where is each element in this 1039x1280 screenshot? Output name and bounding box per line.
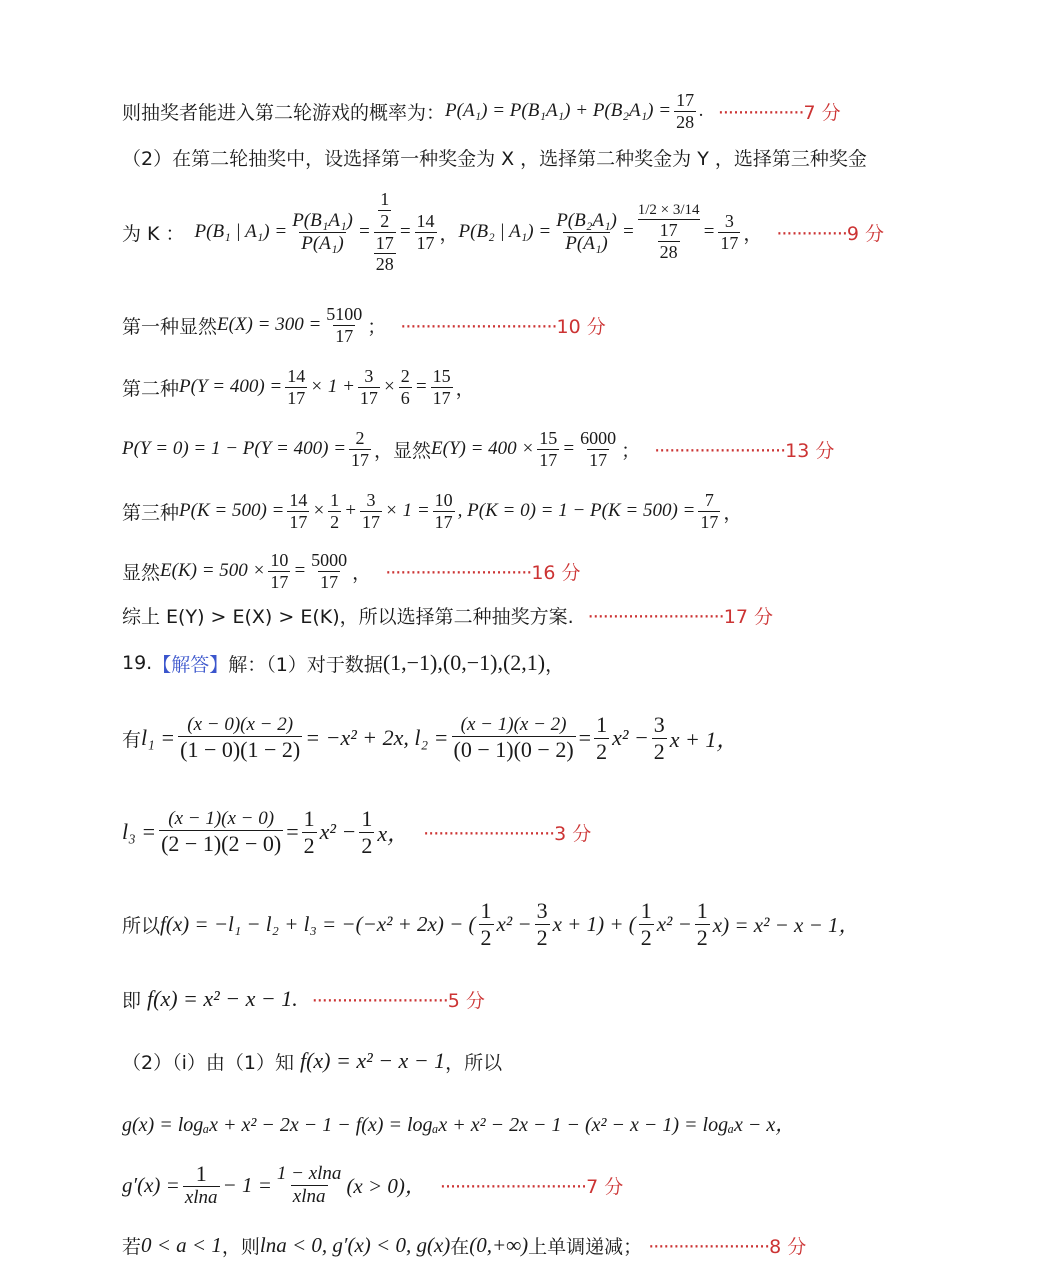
probability-line [122, 88, 1019, 134]
gx-line: g(x) = logₐx + x² − 2x − 1 − f(x) = logₐx + x² − 2x − 1 − (x² − x − 1) = logₐx − x， [122, 1113, 796, 1136]
fraction: $\frac{17}{28}$ [676, 89, 695, 132]
score-mark: ·················7 分 [717, 101, 841, 124]
fx-result-line: 即 f(x) = x² − x − 1. ···························5 分 [122, 986, 485, 1012]
text: 第一种显然 [122, 315, 218, 338]
lagrange-l1-l2-line: 有 l₁ = $\frac{(x - 0)(x - 2)}{(1 - 0)(1 - 2)}$ = −x² + 2x, l₂ = $\frac{(x - 1)(x - 2)}{(0 - 1)(0 - 2)}$ = $\frac{1}{2}$ x² − $\frac{3}{2}$ x + 1， [122, 712, 739, 764]
part2-intro-line [122, 142, 1019, 172]
score-mark: ··························3 分 [423, 822, 592, 845]
text: 第二种 [122, 377, 180, 400]
formula: P(B₂ | A₁) = [458, 221, 552, 242]
fx-derivation-line: 所以 f(x) = −l₁ − l₂ + l₃ = −(−x² + 2x) − ( $\frac{1}{2}$ x² − $\frac{3}{2}$ x + 1) + ( $\frac{1}{2}$ x² − $\frac{1}{2}$ x) = x² − x − 1， [122, 898, 860, 950]
fraction: $\frac{3}{17}$ [720, 210, 739, 253]
text: （2）在第二轮抽奖中，设选择第一种奖金为 X ，选择第二种奖金为 Y ，选择第三种奖金 [122, 147, 867, 170]
score-mark: ··············9 分 [776, 222, 885, 245]
score-mark: ·····························7 分 [439, 1175, 624, 1198]
prob-k-line: 第三种 P(K = 500) = $\frac{14}{17}$ × $\frac{1}{2}$ + $\frac{3}{17}$ × 1 = $\frac{10}{17}$ , P(K = 0) = 1 − P(K = 500) = $\frac{7}{17}$ ， [122, 489, 743, 532]
score-mark: ···························17 分 [587, 605, 773, 628]
part2-i-line: （2）（i）由（1）知 f(x) = x² − x − 1 ，所以 [122, 1048, 503, 1074]
score-mark: ························8 分 [648, 1235, 807, 1258]
fraction: $\frac{\text{P(B₁A₁)}}{\text{P(A₁)}}$ [292, 209, 353, 254]
formula: P(Y = 400) = [179, 376, 283, 397]
answer-tag: 【解答】 [152, 653, 229, 676]
nested-fraction: $\frac{1}{2}$ $\frac{17}{28}$ [375, 189, 394, 275]
conclusion-line: 综上 E(Y) > E(X) > E(K)，所以选择第二种抽奖方案. ···························17 分 [122, 600, 1019, 630]
expectation-x-line: 第一种显然 E(X) = 300 = $\frac{5100}{17}$ ； ·······························10 分 [122, 303, 606, 346]
formula: E(X) = 300 = [217, 314, 322, 335]
prob-y-line: 第二种 P(Y = 400) = $\frac{14}{17}$ × 1 + $\frac{3}{17}$ × $\frac{2}{6}$ = $\frac{15}{17}$ ， [122, 365, 475, 408]
conditional-prob-line: 为 K ： P(B₁ | A₁) = $\frac{\text{P(B₁A₁)}}{\text{P(A₁)}}$ = $\frac{1}{2}$ $\frac{17}{28}$ = $\frac{14}{17}$ ， P(B₂ | A₁) = $\frac{\text{P(B₂A₁)}}{\text{P(A₁)}}$ = 1/2 × 3/14 $\frac{17}{28}$ = $\frac{3}{17}$ ， ··············9 分 [122, 189, 885, 275]
nested-fraction: 1/2 × 3/14 $\frac{17}{28}$ [637, 201, 700, 262]
formula: P(A₁) = P(B₁A₁) + P(B₂A₁) = [445, 100, 672, 121]
score-mark: ···························5 分 [311, 989, 485, 1012]
q19-header-line: 19. 【解答】 解：（1）对于数据 (1,−1),(0,−1),(2,1) ， [122, 650, 565, 676]
gx-derivative-line: g′(x) = $\frac{1}{xlna}$ − 1 = $\frac{1 - xlna}{xlna}$ (x > 0)， ·····························7 分 [122, 1160, 624, 1209]
score-mark: ·····························16 分 [385, 561, 581, 584]
formula: P(B₁ | A₁) = [194, 221, 288, 242]
text: 则抽奖者能进入第二轮游戏的概率为： [122, 101, 446, 124]
text: 为 K ： [122, 222, 185, 245]
formula: P(Y = 0) = 1 − P(Y = 400) = [122, 438, 347, 459]
expectation-k-line: 显然 E(K) = 500 × $\frac{10}{17}$ = $\frac{5000}{17}$ ， ·····························16 分 [122, 549, 581, 592]
score-mark: ·······························10 分 [400, 315, 606, 338]
monotonic-line: 若 0 < a < 1 ，则 lna < 0, g′(x) < 0, g(x) 在 (0,+∞) 上单调递减； ························8 分 [122, 1232, 807, 1258]
lagrange-l3-line: l₃ = $\frac{(x - 1)(x - 0)}{(2 - 1)(2 - 0)}$ = $\frac{1}{2}$ x² − $\frac{1}{2}$ x， ··························3 分 [122, 806, 592, 858]
expectation-y-line: P(Y = 0) = 1 − P(Y = 400) = $\frac{2}{17}$ ，显然 E(Y) = 400 × $\frac{15}{17}$ = $\frac{6000}{17}$ ； ··························13 分 [122, 427, 835, 470]
fraction: $\frac{14}{17}$ [416, 210, 435, 253]
punct: . [699, 100, 704, 121]
fraction: $\frac{\text{P(B₂A₁)}}{\text{P(A₁)}}$ [556, 209, 617, 254]
fraction: $\frac{5100}{17}$ [326, 303, 363, 346]
score-mark: ··························13 分 [654, 439, 835, 462]
